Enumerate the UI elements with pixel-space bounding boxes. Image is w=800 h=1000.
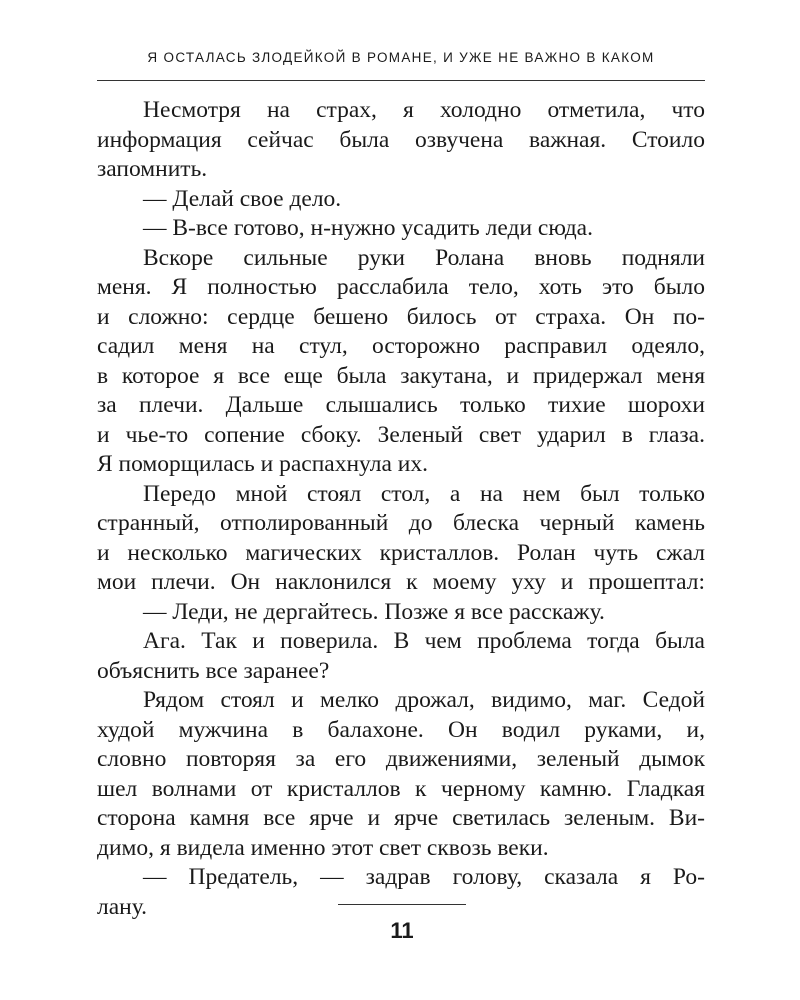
page-number: 11 bbox=[390, 918, 414, 943]
text-line: Я поморщилась и распахнула их. bbox=[97, 451, 428, 477]
text-line: запомнить. bbox=[97, 156, 208, 182]
text-line: садил меня на стул, осторожно расправил одеяло, bbox=[97, 333, 705, 359]
text-line: Ага. Так и поверила. В чем проблема тогда была bbox=[143, 628, 705, 654]
text-line: объяснить все заранее? bbox=[97, 657, 330, 684]
body-text bbox=[97, 96, 705, 922]
text-line: сторона камня все ярче и ярче светилась зеленым. Ви- bbox=[97, 805, 705, 831]
header-rule bbox=[97, 80, 705, 81]
text-line: шел волнами от кристаллов к черному камню. Гладкая bbox=[97, 775, 705, 802]
footer-rule bbox=[338, 904, 466, 905]
text-line: в которое я все еще была закутана, и придержал меня bbox=[97, 362, 705, 389]
text-line: — Предатель, — задрав голову, сказала я Ро- bbox=[143, 864, 705, 890]
text-line: за плечи. Дальше слышались только тихие шорохи bbox=[97, 392, 705, 418]
text-line: мои плечи. Он наклонился к моему уху и прошептал: bbox=[97, 569, 705, 595]
text-line: Передо мной стоял стол, а на нем был только bbox=[143, 480, 705, 507]
text-line: — В-все готово, н-нужно усадить леди сюда. bbox=[143, 215, 593, 241]
text-line: Рядом стоял и мелко дрожал, видимо, маг. Седой bbox=[143, 687, 705, 713]
text-line: и сложно: сердце бешено билось от страха. Он по- bbox=[97, 303, 705, 330]
text-line: меня. Я полностью расслабила тело, хоть это было bbox=[97, 274, 705, 300]
text-line: лану. bbox=[97, 893, 148, 920]
text-line: и несколько магических кристаллов. Ролан чуть сжал bbox=[97, 539, 705, 566]
text-line: словно повторяя за его движениями, зеленый дымок bbox=[97, 746, 705, 772]
text-line: — Леди, не дергайтесь. Позже я все расскажу. bbox=[143, 598, 605, 625]
text-line: Вскоре сильные руки Ролана вновь подняли bbox=[143, 244, 705, 271]
text-line: и чье-то сопение сбоку. Зеленый свет ударил в глаза. bbox=[97, 421, 705, 448]
text-line: худой мужчина в балахоне. Он водил руками, и, bbox=[97, 716, 705, 743]
text-line: информация сейчас была озвучена важная. Стоило bbox=[97, 126, 705, 153]
text-line: — Делай свое дело. bbox=[143, 185, 342, 212]
text-line: димо, я видела именно этот свет сквозь веки. bbox=[97, 834, 549, 861]
text-line: странный, отполированный до блеска черный камень bbox=[97, 510, 705, 536]
running-header: Я ОСТАЛАСЬ ЗЛОДЕЙКОЙ В РОМАНЕ, И УЖЕ НЕ ВАЖНО В КАКОМ bbox=[147, 50, 655, 65]
text-line: Несмотря на страх, я холодно отметила, что bbox=[143, 97, 705, 123]
